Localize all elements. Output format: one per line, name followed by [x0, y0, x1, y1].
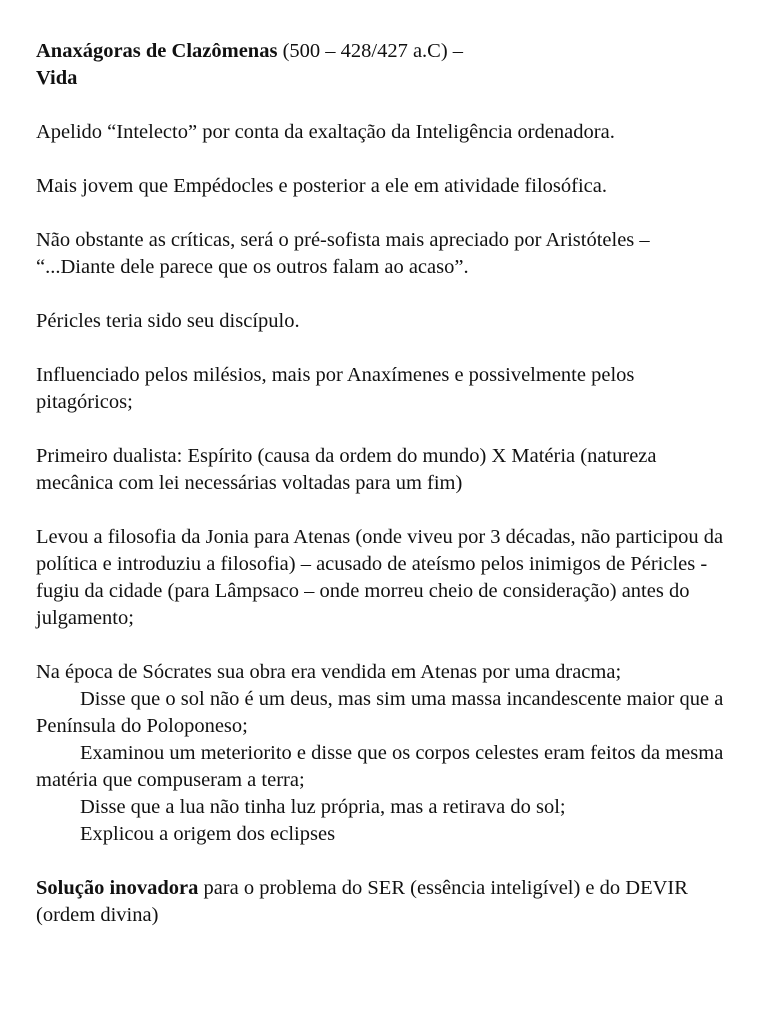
solution-bold: Solução inovadora	[36, 877, 199, 899]
paragraph-dualism: Primeiro dualista: Espírito (causa da ordem do mundo) X Matéria (natureza mecânica com lei necessárias voltadas para um fim)	[36, 445, 657, 494]
paragraph-pericles: Péricles teria sido seu discípulo.	[36, 310, 300, 332]
document-page	[36, 38, 736, 929]
paragraph-socrates: Na época de Sócrates sua obra era vendida em Atenas por uma dracma;	[36, 661, 622, 683]
document-title	[36, 38, 736, 65]
paragraph-influences: Influenciado pelos milésios, mais por Anaxímenes e possivelmente pelos pitagóricos;	[36, 364, 635, 413]
paragraph-moon: Disse que a lua não tinha luz própria, mas a retirava do sol;	[80, 796, 566, 818]
solution-rest: para o problema do SER (essência inteligível) e do DEVIR (ordem divina)	[36, 877, 688, 926]
title-name: Anaxágoras de Clazômenas	[36, 40, 278, 62]
paragraph-athens: Levou a filosofia da Jonia para Atenas (onde viveu por 3 décadas, não participou da política e introduziu a filosofia) – acusado de ateísmo pelos inimigos de Péricles - fugiu da cidade (para Lâmpsaco – onde morreu cheio de consideração) antes do julgamento;	[36, 526, 724, 629]
title-dates: (500 – 428/427 a.C) –	[277, 40, 464, 62]
subtitle-text: Vida	[36, 67, 78, 89]
paragraph-solution	[36, 875, 736, 929]
paragraph-eclipses: Explicou a origem dos eclipses	[80, 823, 336, 845]
document-subtitle	[36, 65, 736, 92]
paragraph-meteorite: Examinou um meteriorito e disse que os corpos celestes eram feitos da mesma matéria que compuseram a terra;	[36, 742, 724, 791]
paragraph-sun: Disse que o sol não é um deus, mas sim uma massa incandescente maior que a Península do Poloponeso;	[36, 688, 724, 737]
paragraph-nickname: Apelido “Intelecto” por conta da exaltação da Inteligência ordenadora.	[36, 121, 615, 143]
paragraph-aristoteles-line1: Não obstante as críticas, será o pré-sofista mais apreciado por Aristóteles –	[36, 229, 650, 251]
paragraph-empedocles: Mais jovem que Empédocles e posterior a ele em atividade filosófica.	[36, 175, 607, 197]
paragraph-aristoteles-quote: “...Diante dele parece que os outros falam ao acaso”.	[36, 256, 469, 278]
